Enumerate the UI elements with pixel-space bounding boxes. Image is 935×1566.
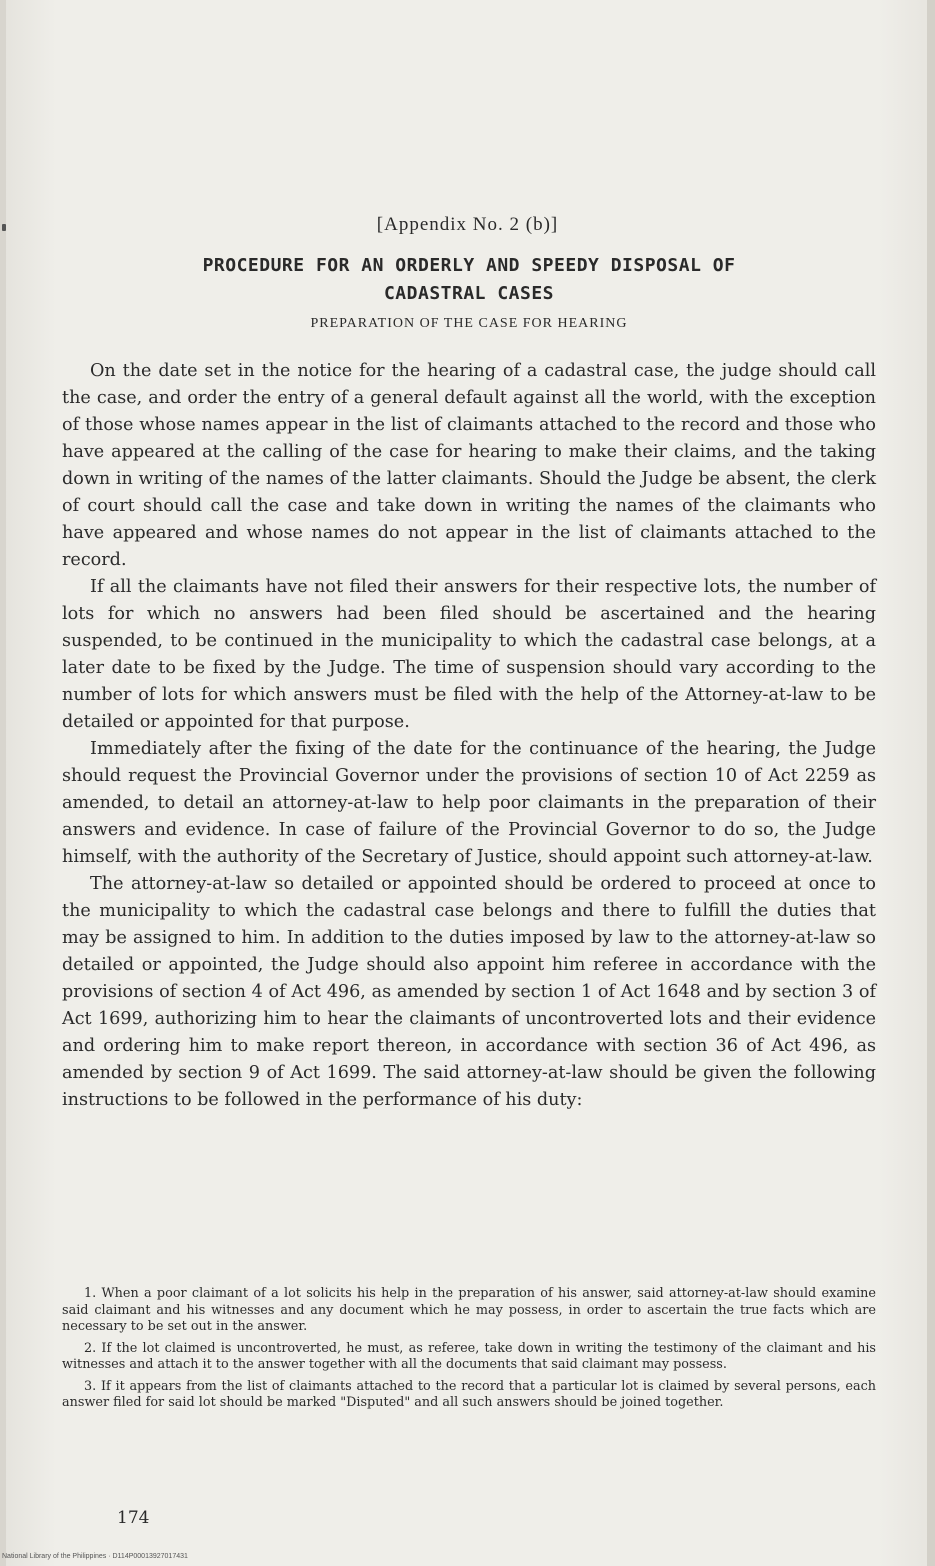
- appendix-label: [Appendix No. 2 (b)]: [376, 214, 559, 235]
- instruction-1: 1. When a poor claimant of a lot solicits his help in the preparation of his answer, said attorney-at-law should examine said claimant and his witnesses and any document which he may possess, in order to ascertain the true facts which are necessary to be set out in the answer.: [62, 1286, 876, 1334]
- instruction-3: 3. If it appears from the list of claimants attached to the record that a particular lot is claimed by several persons, each answer filed for said lot should be marked "Disputed" and all such answers should be joined together.: [62, 1378, 876, 1410]
- page-number: 174: [117, 1508, 150, 1528]
- paragraph-2: If all the claimants have not filed their answers for their respective lots, the number of lots for which no answers had been filed should be ascertained and the hearing suspended, to be continued in the municipality to which the cadastral case belongs, at a later date to be fixed by the Judge. The time of suspension should vary according to the number of lots for which answers must be filed with the help of the Attorney-at-law to be detailed or appointed for that purpose.: [62, 577, 876, 732]
- scan-footer: National Library of the Philippines · D114P00013927017431: [2, 1553, 188, 1560]
- instruction-2: 2. If the lot claimed is uncontroverted, he must, as referee, take down in writing the testimony of the claimant and his witnesses and attach it to the answer together with all the documents that said claimant may possess.: [62, 1340, 876, 1372]
- instructions-list: [62, 1286, 876, 1417]
- title-line-2: CADASTRAL CASES: [383, 283, 555, 304]
- paragraph-4: The attorney-at-law so detailed or appointed should be ordered to proceed at once to the municipality to which the cadastral case belongs and there to fulfill the duties that may be assigned to him. In addition to the duties imposed by law to the attorney-at-law so detailed or appointed, the Judge should also appoint him referee in accordance with the provisions of section 4 of Act 496, as amended by section 1 of Act 1648 and by section 3 of Act 1699, authorizing him to hear the claimants of uncontroverted lots and their evidence and ordering him to make report thereon, in accordance with section 36 of Act 496, as amended by section 9 of Act 1699. The said attorney-at-law should be given the following instructions to be followed in the performance of his duty:: [62, 874, 876, 1110]
- section-subtitle: PREPARATION OF THE CASE FOR HEARING: [310, 316, 628, 331]
- document-title: [62, 252, 876, 308]
- title-line-1: PROCEDURE FOR AN ORDERLY AND SPEEDY DISPOSAL OF: [202, 255, 736, 276]
- body-text: [62, 358, 876, 1114]
- paragraph-3: Immediately after the fixing of the date for the continuance of the hearing, the Judge should request the Provincial Governor under the provisions of section 10 of Act 2259 as amended, to detail an attorney-at-law to help poor claimants in the preparation of their answers and evidence. In case of failure of the Provincial Governor to do so, the Judge himself, with the authority of the Secretary of Justice, should appoint such attorney-at-law.: [62, 739, 876, 867]
- paragraph-1: On the date set in the notice for the hearing of a cadastral case, the judge should call the case, and order the entry of a general default against all the world, with the exception of those whose names appear in the list of claimants attached to the record and those who have appeared at the calling of the case for hearing to make their claims, and the taking down in writing of the names of the latter claimants. Should the Judge be absent, the clerk of court should call the case and take down in writing the names of the claimants who have appeared and whose names do not appear in the list of claimants attached to the record.: [62, 361, 876, 570]
